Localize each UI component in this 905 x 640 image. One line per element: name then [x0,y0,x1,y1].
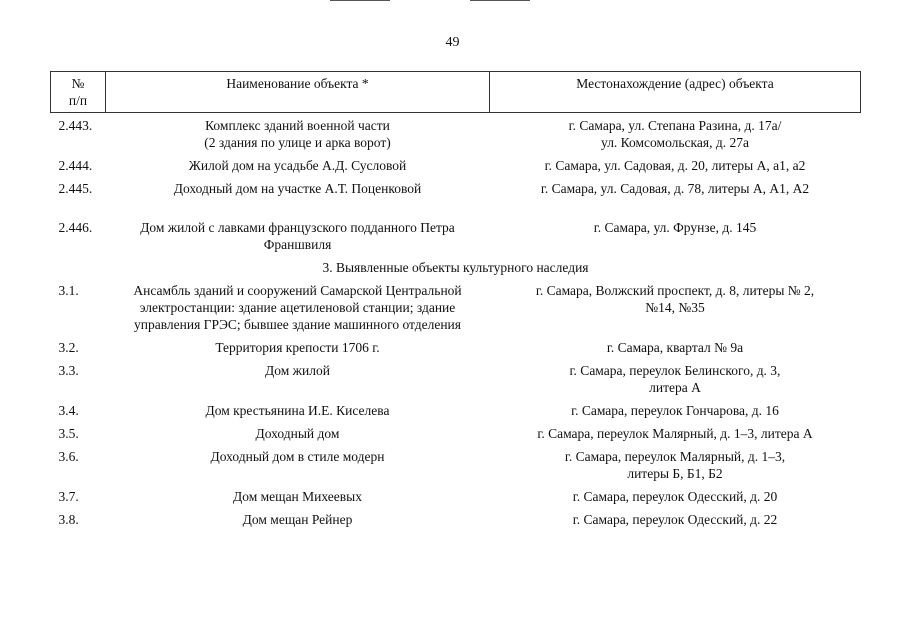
object-address-line: литера А [649,380,701,395]
header-num [51,72,106,113]
object-address [490,335,861,358]
object-name [106,278,490,335]
row-number: 2.444. [58,158,93,173]
top-rule-right [470,0,530,1]
object-address [490,153,861,176]
header-address: Местонахождение (адрес) объекта [490,72,861,113]
object-name [106,153,490,176]
object-address [490,507,861,530]
object-name-line: Жилой дом на усадьбе А.Д. Сусловой [188,158,407,173]
table-row [51,421,861,444]
objects-table [50,71,861,530]
object-address [490,421,861,444]
object-address-line: г. Самара, ул. Фрунзе, д. 145 [593,220,757,235]
object-address [490,398,861,421]
object-address-line: г. Самара, квартал № 9а [606,340,744,355]
object-name-line: Дом мещан Рейнер [242,512,353,527]
object-name-line: (2 здания по улице и арка ворот) [204,135,391,150]
object-name-line: Доходный дом на участке А.Т. Поценковой [173,181,422,196]
header-num-line2: п/п [68,93,88,108]
header-num-line1: № [71,76,85,91]
object-address [490,113,861,154]
object-name-line: Дом жилой с лавками французского подданного Петра [140,220,455,235]
table-row [51,176,861,199]
object-name-line: Территория крепости 1706 г. [215,340,380,355]
table-header [51,72,861,113]
row-number: 3.5. [58,426,79,441]
header-name: Наименование объекта * [106,72,490,113]
object-address [490,358,861,398]
row-number: 2.443. [58,118,93,133]
table-row [51,153,861,176]
object-address-line: г. Самара, переулок Малярный, д. 1–3, [564,449,786,464]
row-number: 3.3. [58,363,79,378]
row-number: 3.2. [58,340,79,355]
object-name [106,398,490,421]
object-address-line: г. Самара, переулок Малярный, д. 1–3, литера А [537,426,813,441]
table-row [51,335,861,358]
object-address-line: г. Самара, переулок Одесский, д. 22 [572,512,778,527]
row-number: 2.446. [58,220,93,235]
object-name-line: Комплекс зданий военной части [205,118,390,133]
table-row [51,199,861,255]
object-name [106,484,490,507]
row-number: 3.7. [58,489,79,504]
object-address-line: г. Самара, переулок Гончарова, д. 16 [571,403,779,418]
object-address-line: г. Самара, переулок Белинского, д. 3, [569,363,781,378]
object-address-line: ул. Комсомольская, д. 27а [601,135,749,150]
object-address-line: г. Самара, ул. Степана Разина, д. 17а/ [568,118,782,133]
object-name-line: Доходный дом [255,426,340,441]
object-address-line: г. Самара, ул. Садовая, д. 78, литеры А, А1, А2 [540,181,810,196]
row-number: 3.1. [58,283,79,298]
object-address-line: г. Самара, ул. Садовая, д. 20, литеры А, а1, а2 [544,158,806,173]
object-name-line: Дом жилой [265,363,330,378]
top-rule-left [330,0,390,1]
object-name [106,358,490,398]
object-name [106,176,490,199]
object-address-line: г. Самара, переулок Одесский, д. 20 [572,489,778,504]
row-number: 3.8. [58,512,79,527]
object-name [106,335,490,358]
object-name-line: Франшвиля [263,237,332,252]
section-title: 3. Выявленные объекты культурного наследия [322,260,589,275]
object-name-line: электростанции: здание ацетиленовой станции; здание [139,300,456,315]
object-address [490,444,861,484]
object-address [490,278,861,335]
object-name [106,444,490,484]
object-address [490,199,861,255]
object-name [106,113,490,154]
table-row [51,398,861,421]
table-row [51,278,861,335]
table-row [51,444,861,484]
object-address-line: г. Самара, Волжский проспект, д. 8, литеры № 2, [535,283,815,298]
object-name [106,421,490,444]
object-name [106,507,490,530]
object-name-line: Доходный дом в стиле модерн [210,449,385,464]
table-row [51,358,861,398]
row-number: 3.4. [58,403,79,418]
object-address-line: литеры Б, Б1, Б2 [627,466,723,481]
page-number: 49 [445,35,460,50]
table-body [51,113,861,531]
table-row [51,113,861,154]
object-address [490,176,861,199]
table-row [51,507,861,530]
row-number: 3.6. [58,449,79,464]
object-name-line: Ансамбль зданий и сооружений Самарской Центральной [133,283,462,298]
section-row [51,255,861,278]
object-address [490,484,861,507]
object-name-line: управления ГРЭС; бывшее здание машинного отделения [134,317,461,332]
object-name [106,199,490,255]
table-row [51,484,861,507]
object-name-line: Дом мещан Михеевых [233,489,362,504]
object-address-line: №14, №35 [645,300,705,315]
object-name-line: Дом крестьянина И.Е. Киселева [205,403,390,418]
row-number: 2.445. [58,181,93,196]
